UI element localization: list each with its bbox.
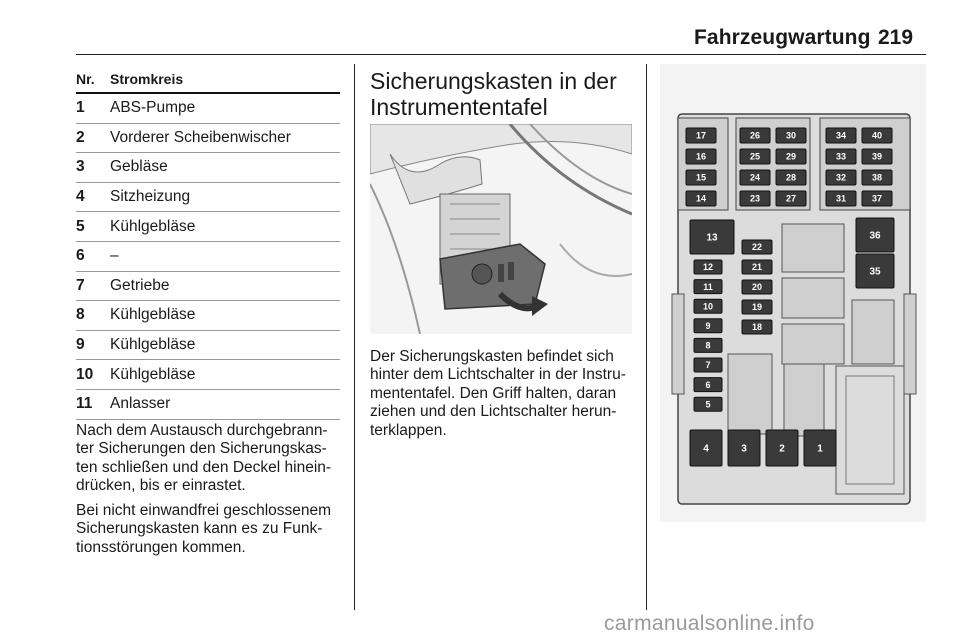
fuse-label: 14: [695, 193, 707, 204]
mini-fuse: [826, 170, 856, 185]
table-row: [76, 301, 340, 330]
mini-fuse: [694, 397, 722, 411]
fuse-label: 28: [785, 172, 797, 183]
fuse-table: [76, 66, 340, 420]
fuse-label: 6: [705, 379, 711, 390]
mini-fuse: [862, 191, 892, 206]
fuse-label: 27: [785, 193, 797, 204]
table-row: [76, 360, 340, 389]
fuse-circuit: Getriebe: [110, 276, 170, 294]
text-line: Sicherungskasten kann es zu Funk-: [76, 520, 323, 538]
fuse-circuit: Kühlgebläse: [110, 217, 196, 235]
mini-fuse: [694, 358, 722, 372]
fuse-number: 11: [76, 395, 93, 413]
fuse-label: 39: [871, 151, 883, 162]
fuse-box-diagram: [660, 64, 926, 522]
table-row: [76, 94, 340, 123]
fuse-number: 5: [76, 217, 85, 235]
fuse-number: 2: [76, 128, 85, 146]
fuse-label: 20: [751, 282, 763, 293]
mini-fuse: [740, 170, 770, 185]
text-line: hinter dem Lichtschalter in der Instru-: [370, 366, 626, 384]
watermark: carmanualsonline.info: [604, 612, 815, 635]
fuse-label: 29: [785, 151, 797, 162]
mini-fuse: [694, 319, 722, 333]
fuse-label: 10: [702, 301, 714, 312]
column-header-circuit: Stromkreis: [110, 71, 184, 87]
fuse-circuit: ABS-Pumpe: [110, 99, 196, 117]
fuse-circuit: Sitzheizung: [110, 188, 191, 206]
mini-fuse: [694, 378, 722, 392]
table-row: [76, 272, 340, 301]
fuse-label: 18: [751, 322, 763, 333]
fuse-label: 36: [869, 230, 881, 242]
text-line: ziehen und den Lichtschalter herun-: [370, 403, 617, 421]
fuse-label: 22: [751, 242, 763, 253]
table-row: [76, 212, 340, 241]
fuse-circuit: Kühlgebläse: [110, 365, 196, 383]
page-header-title: Fahrzeugwartung: [694, 26, 871, 49]
fuse-number: 4: [76, 188, 85, 206]
table-row: [76, 331, 340, 360]
paragraph-malfunction-warning: [76, 502, 346, 557]
fuse-label: 35: [869, 266, 881, 278]
fuse-label: 17: [695, 130, 707, 141]
mini-fuse: [742, 240, 772, 254]
fuse-box-drawing: [660, 64, 926, 522]
table-row: [76, 390, 340, 419]
relay-35: [856, 254, 894, 288]
section-text: [370, 348, 638, 440]
fuse-label: 1: [817, 443, 823, 455]
mini-fuse: [776, 170, 806, 185]
mini-fuse: [826, 191, 856, 206]
text-line: Nach dem Austausch durchgebrann-: [76, 422, 328, 439]
mini-fuse: [694, 280, 722, 294]
fuse-label: 5: [705, 399, 711, 410]
fuse-label: 32: [835, 172, 847, 183]
mini-fuse: [826, 149, 856, 164]
heading-line: Sicherungskasten in der: [370, 68, 617, 94]
fuse-number: 10: [76, 365, 94, 383]
fuse-label: 19: [751, 302, 763, 313]
fuse-label: 3: [741, 443, 747, 455]
table-row: [76, 183, 340, 212]
text-line: tionsstörungen kommen.: [76, 538, 246, 556]
mini-fuse: [742, 260, 772, 274]
table-row: [76, 242, 340, 271]
fuse-circuit: Anlasser: [110, 395, 171, 413]
fuse-label: 26: [749, 130, 761, 141]
mini-fuse: [742, 320, 772, 334]
fuse-number: 9: [76, 336, 85, 354]
table-row: [76, 124, 340, 153]
mini-fuse: [686, 191, 716, 206]
fuse-circuit: Kühlgebläse: [110, 336, 196, 354]
fuse-label: 25: [749, 151, 761, 162]
maxi-fuse: [766, 430, 798, 466]
fuse-circuit: Gebläse: [110, 158, 168, 176]
fuse-label: 2: [779, 443, 785, 455]
mini-fuse: [694, 338, 722, 352]
fuse-label: 11: [703, 281, 713, 292]
mini-fuse: [862, 128, 892, 143]
fuse-label: 23: [749, 193, 761, 204]
text-line: ter Sicherungen den Sicherungskas-: [76, 440, 327, 458]
mini-fuse: [862, 170, 892, 185]
maxi-fuse: [728, 430, 760, 466]
fuse-number: 1: [76, 99, 85, 117]
page-number: 219: [878, 26, 914, 49]
column-header-nr: Nr.: [76, 71, 95, 87]
fuse-number: 7: [76, 276, 85, 294]
fuse-label: 15: [695, 172, 707, 183]
fuse-number: 6: [76, 247, 85, 265]
mini-fuse: [694, 260, 722, 274]
fuse-label: 4: [703, 443, 709, 455]
fuse-label: 24: [749, 172, 761, 183]
text-line: mententafel. Den Griff halten, daran: [370, 384, 617, 402]
fuse-label: 38: [871, 172, 883, 183]
maxi-fuse: [804, 430, 836, 466]
mini-fuse: [776, 191, 806, 206]
fuse-label: 34: [835, 130, 847, 141]
fuse-table-header: [76, 66, 340, 92]
mini-fuse: [740, 149, 770, 164]
maxi-fuse: [690, 430, 722, 466]
mini-fuse: [740, 191, 770, 206]
fuse-label: 30: [785, 130, 797, 141]
dashboard-illustration: [370, 124, 632, 334]
column-rule-2: [646, 64, 647, 610]
fuse-label: 13: [706, 232, 718, 244]
dashboard-drawing: [370, 124, 632, 334]
mini-fuse: [740, 128, 770, 143]
fuse-circuit: Kühlgebläse: [110, 306, 196, 324]
fuse-label: 12: [702, 262, 714, 273]
fuse-circuit: –: [110, 247, 119, 265]
mini-fuse: [742, 280, 772, 294]
text-line: Der Sicherungskasten befindet sich: [370, 348, 614, 365]
relay-36: [856, 218, 894, 252]
section-heading: [370, 68, 640, 120]
fuse-label: 40: [871, 130, 883, 141]
fuse-label: 7: [705, 360, 711, 371]
mini-fuse: [694, 299, 722, 313]
column-rule-1: [354, 64, 355, 610]
fuse-label: 33: [835, 151, 847, 162]
fuse-number: 8: [76, 306, 85, 324]
fuse-table-body: [76, 94, 340, 420]
heading-line: Instrumententafel: [370, 94, 548, 120]
row-rule: [76, 419, 340, 420]
mini-fuse: [742, 300, 772, 314]
paragraph-replace-fuses: [76, 422, 346, 496]
fuse-circuit: Vorderer Scheibenwischer: [110, 128, 291, 146]
mini-fuse: [826, 128, 856, 143]
mini-fuse: [862, 149, 892, 164]
fuse-label: 37: [871, 193, 883, 204]
fuse-label: 31: [835, 193, 847, 204]
fuse-label: 16: [695, 151, 707, 162]
mini-fuse: [686, 170, 716, 185]
table-row: [76, 153, 340, 182]
fuse-label: 8: [705, 340, 711, 351]
header-rule: [76, 54, 926, 55]
text-line: drücken, bis er einrastet.: [76, 477, 246, 495]
mini-fuse: [776, 149, 806, 164]
text-line: terklappen.: [370, 421, 447, 439]
text-line: Bei nicht einwandfrei geschlossenem: [76, 502, 332, 519]
text-line: ten schließen und den Deckel hinein-: [76, 458, 332, 476]
fuse-label: 21: [751, 262, 763, 273]
relay-13: [690, 220, 734, 254]
mini-fuse: [686, 128, 716, 143]
fuse-label: 9: [705, 321, 711, 332]
fuse-number: 3: [76, 158, 85, 176]
mini-fuse: [686, 149, 716, 164]
mini-fuse: [776, 128, 806, 143]
